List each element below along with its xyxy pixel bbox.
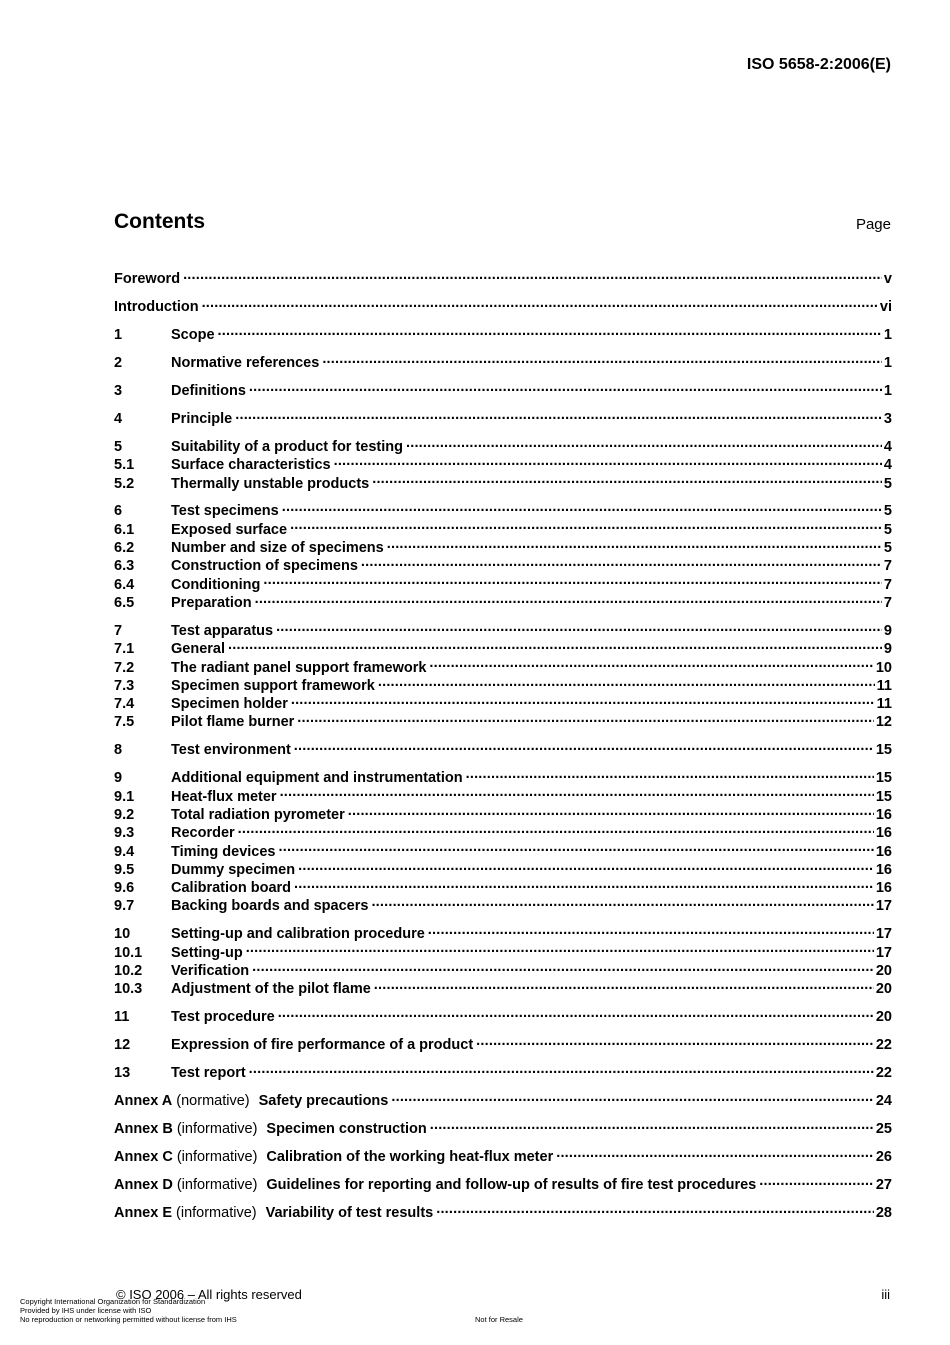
dot-leader [228, 641, 882, 653]
dot-leader [466, 770, 874, 782]
toc-entry-number: 1 [114, 326, 123, 343]
annex-type: (informative) [176, 1177, 258, 1194]
toc-entry-title: Test report [171, 1065, 246, 1082]
toc-entry-title: Foreword [114, 271, 181, 287]
toc-entry-number: 7.5 [114, 714, 135, 731]
toc-entry-number: 9.4 [114, 843, 135, 860]
toc-entry-number: 7.2 [114, 659, 135, 676]
document-code: ISO 5658-2:2006(E) [746, 56, 891, 73]
dot-leader [294, 880, 874, 892]
toc-entry-title: Normative references [171, 354, 320, 371]
toc-entry-page: v [883, 271, 892, 287]
toc-entry-page: 15 [875, 788, 892, 805]
annex-title: Guidelines for reporting and follow-up of results of fire test procedures [266, 1177, 757, 1194]
toc-entry[interactable] [114, 521, 892, 539]
toc-entry[interactable] [114, 1064, 892, 1082]
toc-entry-page: 5 [883, 475, 892, 492]
dot-leader [374, 981, 874, 993]
toc-entry-page: 16 [875, 880, 892, 897]
toc-annex-entry[interactable] [114, 1120, 892, 1138]
toc-entry-title: Setting-up [171, 944, 243, 961]
toc-entry-title: Thermally unstable products [171, 475, 370, 492]
dot-leader [372, 476, 882, 488]
toc-entry-number: 9 [114, 770, 123, 787]
toc-entry-title: Recorder [171, 825, 235, 842]
dot-leader [276, 623, 882, 635]
footer-page-number: iii [881, 1287, 890, 1302]
dot-leader [297, 714, 874, 726]
toc-entry-page: 17 [875, 898, 892, 915]
toc-entry[interactable] [114, 1036, 892, 1054]
annex-label: Annex D [114, 1177, 173, 1194]
dot-leader [183, 271, 882, 283]
dot-leader [252, 963, 874, 975]
dot-leader [290, 522, 882, 534]
dot-leader [322, 355, 882, 367]
table-of-contents [114, 270, 892, 1223]
toc-entry[interactable] [114, 788, 892, 806]
dot-leader [430, 1121, 874, 1133]
toc-entry-page: 20 [875, 981, 892, 998]
annex-page: 28 [875, 1205, 892, 1222]
dot-leader [218, 327, 882, 339]
toc-entry-page: 1 [883, 326, 892, 343]
toc-entry-page: 16 [875, 843, 892, 860]
dot-leader [246, 945, 874, 957]
toc-entry-title: Test specimens [171, 503, 279, 520]
dot-leader [279, 844, 874, 856]
toc-entry[interactable] [114, 861, 892, 879]
annex-type: (informative) [176, 1149, 258, 1166]
toc-entry-title: Construction of specimens [171, 558, 358, 575]
toc-entry[interactable] [114, 326, 892, 344]
toc-entry[interactable] [114, 677, 892, 695]
toc-entry-page: 1 [883, 354, 892, 371]
toc-entry-page: 4 [883, 457, 892, 474]
toc-entry-number: 9.5 [114, 861, 135, 878]
toc-annex-entry[interactable] [114, 1176, 892, 1194]
toc-entry-title: Definitions [171, 382, 246, 399]
dot-leader [428, 926, 874, 938]
toc-entry-title: Conditioning [171, 576, 261, 593]
toc-entry-title: Timing devices [171, 843, 276, 860]
toc-entry-page: 7 [883, 558, 892, 575]
toc-entry-title: Expression of fire performance of a product [171, 1037, 474, 1054]
toc-entry[interactable] [114, 382, 892, 400]
toc-entry[interactable] [114, 879, 892, 897]
toc-entry[interactable] [114, 456, 892, 474]
toc-entry-number: 13 [114, 1065, 131, 1082]
toc-entry[interactable] [114, 769, 892, 787]
toc-entry-page: 9 [883, 622, 892, 639]
toc-entry-page: 1 [883, 382, 892, 399]
toc-entry-number: 9.1 [114, 788, 135, 805]
toc-entry-number: 2 [114, 354, 123, 371]
dot-leader [278, 1009, 874, 1021]
toc-entry-number: 3 [114, 382, 123, 399]
toc-entry[interactable] [114, 354, 892, 372]
toc-entry-title: Specimen holder [171, 696, 288, 713]
toc-entry-number: 9.2 [114, 807, 135, 823]
toc-entry[interactable] [114, 557, 892, 575]
copyright-line-2: Provided by IHS under license with ISO [20, 1306, 152, 1315]
toc-annex-entry[interactable] [114, 1204, 892, 1222]
toc-entry-page: 7 [883, 594, 892, 611]
toc-entry-page: 22 [875, 1065, 892, 1082]
dot-leader [238, 825, 874, 837]
toc-entry[interactable] [114, 713, 892, 731]
dot-leader [476, 1037, 874, 1049]
dot-leader [406, 439, 882, 451]
toc-entry-number: 10 [114, 926, 131, 943]
toc-entry-number: 7 [114, 622, 123, 639]
dot-leader [361, 558, 882, 570]
toc-entry-page: 15 [875, 742, 892, 759]
annex-title: Variability of test results [265, 1205, 434, 1222]
toc-entry[interactable] [114, 695, 892, 713]
toc-entry-page: 11 [876, 696, 892, 713]
dot-leader [298, 862, 874, 874]
annex-label: Annex B [114, 1121, 173, 1138]
dot-leader [371, 898, 873, 910]
dot-leader [334, 457, 882, 469]
page-column-label: Page [855, 216, 891, 233]
toc-entry-number: 6.5 [114, 594, 135, 611]
toc-entry-title: Surface characteristics [171, 457, 331, 474]
toc-entry-title: Scope [171, 326, 215, 343]
toc-entry-page: 9 [883, 641, 892, 658]
toc-entry[interactable] [114, 741, 892, 759]
toc-entry-page: 7 [883, 576, 892, 593]
toc-entry-title: Additional equipment and instrumentation [171, 770, 463, 787]
toc-entry-title: Setting-up and calibration procedure [171, 926, 425, 943]
toc-entry-title: Pilot flame burner [171, 714, 295, 731]
toc-entry-page: 5 [883, 503, 892, 520]
copyright-line-3: No reproduction or networking permitted without license from IHS [20, 1315, 237, 1324]
toc-entry[interactable] [114, 270, 892, 288]
toc-entry-page: 4 [883, 438, 892, 455]
toc-entry-page: vi [879, 298, 892, 315]
toc-entry[interactable] [114, 475, 892, 493]
toc-entry-title: Backing boards and spacers [171, 898, 369, 915]
toc-entry[interactable] [114, 594, 892, 612]
annex-label: Annex E [114, 1205, 173, 1222]
dot-leader [436, 1205, 874, 1217]
toc-entry[interactable] [114, 576, 892, 594]
toc-entry-page: 16 [875, 825, 892, 842]
toc-entry-title: Test procedure [171, 1009, 275, 1026]
toc-entry-page: 5 [883, 521, 892, 538]
contents-heading: Contents [114, 210, 205, 233]
annex-title: Calibration of the working heat-flux meter [266, 1149, 554, 1166]
toc-entry-page: 16 [875, 861, 892, 878]
toc-entry-title: Test environment [171, 742, 291, 759]
toc-entry[interactable] [114, 925, 892, 943]
toc-entry-number: 4 [114, 410, 123, 427]
dot-leader [348, 807, 874, 819]
annex-title: Specimen construction [266, 1121, 427, 1138]
toc-entry-number: 5.1 [114, 457, 135, 474]
toc-entry-number: 12 [114, 1037, 131, 1054]
dot-leader [202, 299, 878, 311]
annex-page: 25 [875, 1121, 892, 1138]
toc-entry[interactable] [114, 843, 892, 861]
dot-leader [249, 1065, 874, 1077]
dot-leader [429, 660, 873, 672]
toc-entry-number: 6.4 [114, 576, 135, 593]
toc-entry-page: 20 [875, 963, 892, 980]
toc-annex-entry[interactable] [114, 1092, 892, 1110]
annex-page: 26 [875, 1149, 892, 1166]
toc-entry[interactable] [114, 622, 892, 640]
toc-entry-title: Preparation [171, 594, 252, 611]
annex-page: 24 [875, 1093, 892, 1110]
toc-entry-title: Number and size of specimens [171, 540, 384, 557]
toc-entry[interactable] [114, 897, 892, 915]
dot-leader [249, 383, 882, 395]
dot-leader [759, 1177, 874, 1189]
toc-entry-title: General [171, 641, 225, 658]
dot-leader [280, 789, 874, 801]
toc-entry[interactable] [114, 640, 892, 658]
toc-entry-page: 3 [883, 410, 892, 427]
toc-entry-title: Adjustment of the pilot flame [171, 981, 371, 998]
toc-entry-page: 12 [875, 714, 892, 731]
toc-entry-number: 6.1 [114, 521, 135, 538]
toc-entry-title: Introduction [114, 298, 199, 315]
toc-entry[interactable] [114, 962, 892, 980]
toc-entry-page: 5 [883, 540, 892, 557]
toc-entry[interactable] [114, 298, 892, 316]
toc-entry[interactable] [114, 438, 892, 456]
annex-type: (informative) [176, 1205, 257, 1222]
toc-entry-page: 17 [875, 926, 892, 943]
toc-entry-title: Heat-flux meter [171, 788, 277, 805]
toc-entry[interactable] [114, 824, 892, 842]
toc-entry-title: Calibration board [171, 880, 292, 897]
footer-rights: © ISO 2006 – All rights reserved [116, 1287, 302, 1302]
toc-entry-page: 20 [875, 1009, 892, 1026]
toc-entry-number: 7.3 [114, 677, 135, 694]
toc-entry-page: 11 [876, 677, 892, 694]
annex-type: (normative) [176, 1093, 250, 1110]
toc-entry-number: 10.2 [114, 963, 143, 980]
toc-entry-number: 9.6 [114, 880, 135, 897]
dot-leader [255, 595, 882, 607]
dot-leader [378, 678, 875, 690]
toc-entry[interactable] [114, 659, 892, 677]
toc-entry-number: 10.3 [114, 981, 143, 998]
toc-entry-number: 6 [114, 503, 123, 520]
toc-entry-page: 10 [875, 659, 892, 676]
dot-leader [391, 1093, 874, 1105]
toc-entry-title: Suitability of a product for testing [171, 438, 403, 455]
annex-type: (informative) [176, 1121, 258, 1138]
toc-entry-page: 22 [875, 1037, 892, 1054]
toc-entry-number: 6.3 [114, 558, 135, 575]
toc-entry-page: 17 [875, 944, 892, 961]
copyright-line-1: Copyright International Organization for Standardization [20, 1297, 206, 1306]
toc-entry[interactable] [114, 944, 892, 962]
annex-title: Safety precautions [258, 1093, 389, 1110]
dot-leader [235, 411, 882, 423]
toc-entry-title: The radiant panel support framework [171, 659, 427, 676]
toc-entry-number: 10.1 [114, 944, 143, 961]
dot-leader [556, 1149, 874, 1161]
toc-entry[interactable] [114, 1008, 892, 1026]
annex-label: Annex C [114, 1149, 173, 1166]
dot-leader [263, 577, 882, 589]
toc-entry-title: Dummy specimen [171, 861, 296, 878]
dot-leader [387, 540, 882, 552]
toc-entry-number: 5.2 [114, 475, 135, 492]
toc-entry-number: 7.4 [114, 696, 135, 713]
toc-entry[interactable] [114, 410, 892, 428]
toc-entry-title: Exposed surface [171, 521, 288, 538]
toc-entry-title: Total radiation pyrometer [171, 807, 345, 823]
toc-entry[interactable] [114, 980, 892, 998]
toc-entry-number: 9.3 [114, 825, 135, 842]
not-for-resale-note: Not for Resale [475, 1315, 523, 1324]
annex-label: Annex A [114, 1093, 173, 1110]
toc-entry-number: 7.1 [114, 641, 135, 658]
toc-entry[interactable] [114, 539, 892, 557]
toc-entry[interactable] [114, 502, 892, 520]
toc-entry-title: Verification [171, 963, 250, 980]
toc-entry-number: 6.2 [114, 540, 135, 557]
toc-entry-title: Specimen support framework [171, 677, 375, 694]
toc-entry-page: 15 [875, 770, 892, 787]
toc-entry-number: 5 [114, 438, 123, 455]
dot-leader [291, 696, 875, 708]
toc-entry-number: 11 [114, 1009, 130, 1026]
toc-entry-title: Principle [171, 410, 233, 427]
toc-entry-number: 9.7 [114, 898, 135, 915]
dot-leader [282, 503, 882, 515]
toc-entry[interactable] [114, 806, 892, 824]
toc-entry-number: 8 [114, 742, 123, 759]
annex-page: 27 [875, 1177, 892, 1194]
dot-leader [294, 742, 874, 754]
toc-entry-title: Test apparatus [171, 622, 274, 639]
toc-entry-page: 16 [875, 807, 892, 823]
toc-annex-entry[interactable] [114, 1148, 892, 1166]
